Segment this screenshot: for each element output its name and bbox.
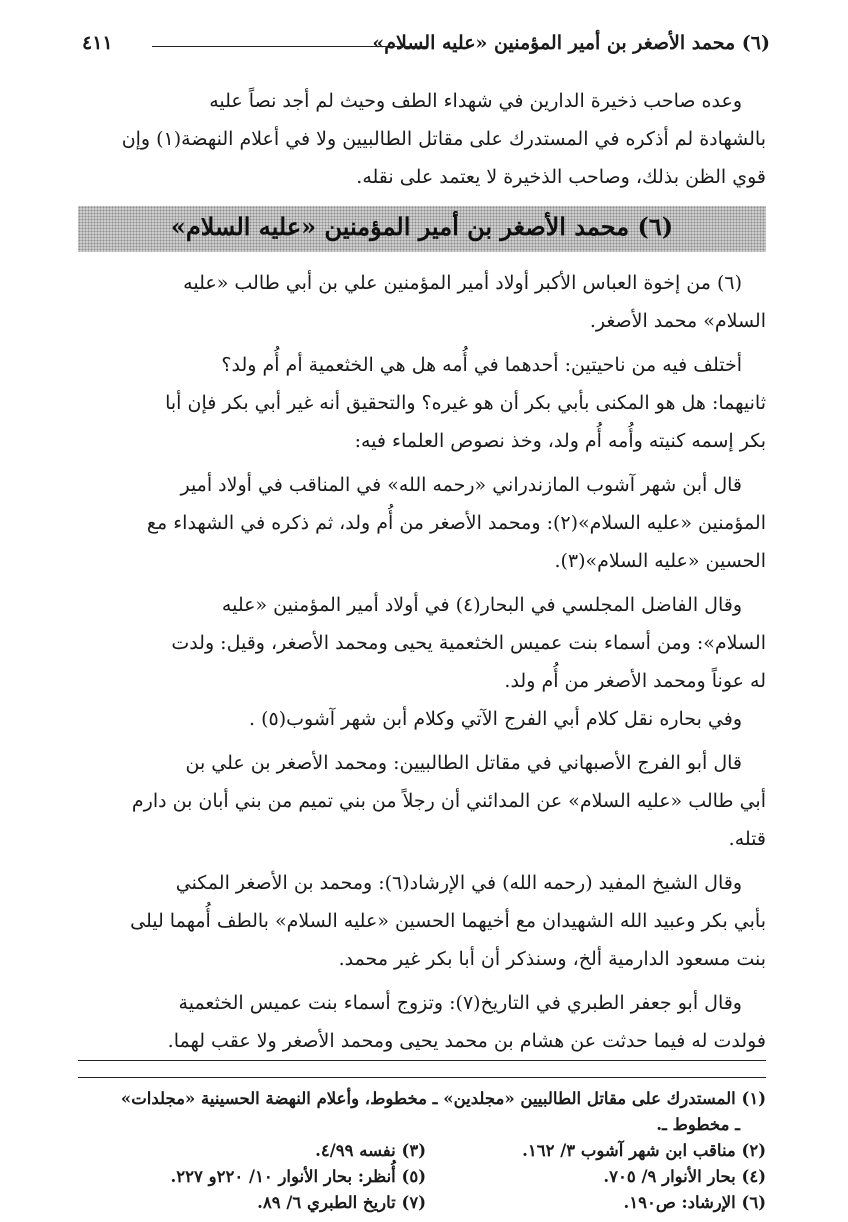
text-line: وفي بحاره نقل كلام أبي الفرج الآتي وكلام أبن شهر آشوب(٥) . bbox=[248, 708, 742, 730]
paragraph bbox=[78, 984, 766, 1061]
text-line: السلام»: ومن أسماء بنت عميس الخثعمية يحيى ومحمد الأصغر، وقيل: ولدت bbox=[171, 632, 766, 654]
footnote-separator bbox=[78, 1077, 766, 1078]
footnote: (٦) الإرشاد: ص١٩٠. bbox=[623, 1193, 766, 1212]
footnotes bbox=[78, 1086, 766, 1216]
text-line: بكر إسمه كنيته وأُمه أُم ولد، وخذ نصوص العلماء فيه: bbox=[354, 430, 766, 452]
text-line: أبي طالب «عليه السلام» عن المدائني أن رجلاً من بني تميم من بني أبان بن دارم bbox=[131, 790, 766, 812]
text-line: قوي الظن بذلك، وصاحب الذخيرة لا يعتمد على نقله. bbox=[356, 166, 766, 188]
text-line: قال أبو الفرج الأصبهاني في مقاتل الطالبيين: ومحمد الأصغر بن علي بن bbox=[185, 752, 742, 774]
header-rule bbox=[152, 46, 428, 47]
text-line: أختلف فيه من ناحيتين: أحدهما في أُمه هل هي الخثعمية أم أُم ولد؟ bbox=[221, 354, 742, 376]
footnote: (٤) بحار الأنوار ٩/ ٧٠٥. bbox=[603, 1167, 766, 1186]
footnote-row bbox=[78, 1164, 766, 1190]
text-line: (٦) من إخوة العباس الأكبر أولاد أمير المؤمنين علي بن أبي طالب «عليه bbox=[183, 272, 742, 294]
paragraph bbox=[78, 466, 766, 580]
text-line: قال أبن شهر آشوب المازندراني «رحمه الله» في المناقب في أولاد أمير bbox=[180, 474, 742, 496]
text-line: بأبي بكر وعبيد الله الشهيدان مع أخيهما الحسين «عليه السلام» بالطف أُمهما ليلى bbox=[130, 910, 766, 932]
section-heading: (٦) محمد الأصغر بن أمير المؤمنين «عليه السلام» bbox=[170, 212, 674, 241]
text-line: ثانيهما: هل هو المكنى بأبي بكر أن هو غيره؟ والتحقيق أنه غير أبي بكر فإن أبا bbox=[165, 392, 766, 414]
text-line: وعده صاحب ذخيرة الدارين في شهداء الطف وحيث لم أجد نصاً عليه bbox=[209, 90, 742, 112]
footnote-continuation: ـ مخطوط ـ. bbox=[656, 1115, 740, 1134]
running-header bbox=[82, 28, 770, 62]
text-line: وقال أبو جعفر الطبري في التاريخ(٧): وتزوج أسماء بنت عميس الخثعمية bbox=[178, 992, 742, 1014]
section-heading-band bbox=[78, 206, 766, 252]
footnote: (٢) مناقب ابن شهر آشوب ٣/ ١٦٢. bbox=[522, 1141, 766, 1160]
footnote: (٧) تاريخ الطبري ٦/ ٨٩. bbox=[257, 1193, 426, 1212]
text-line: له عوناً ومحمد الأصغر من أُم ولد. bbox=[504, 670, 766, 692]
paragraph bbox=[78, 864, 766, 978]
text-line: بنت مسعود الدارمية ألخ، وسنذكر أن أبا بكر غير محمد. bbox=[338, 948, 766, 970]
text-line: المؤمنين «عليه السلام»(٢): ومحمد الأصغر من أُم ولد، ثم ذكره في الشهداء مع bbox=[146, 512, 766, 534]
text-line: وقال الفاضل المجلسي في البحار(٤) في أولاد أمير المؤمنين «عليه bbox=[221, 594, 742, 616]
text-line: وقال الشيخ المفيد (رحمه الله) في الإرشاد(٦): ومحمد بن الأصغر المكني bbox=[175, 872, 742, 894]
footnote-row bbox=[78, 1190, 766, 1216]
running-header-title: (٦) محمد الأصغر بن أمير المؤمنين «عليه السلام» bbox=[372, 32, 770, 54]
text-line: قتله. bbox=[728, 828, 766, 850]
intro-paragraph bbox=[78, 82, 766, 196]
paragraph bbox=[78, 346, 766, 460]
footnote: (٣) نفسه ٤/٩٩. bbox=[315, 1141, 426, 1160]
paragraph bbox=[78, 744, 766, 858]
paragraph bbox=[78, 264, 766, 340]
text-line: فولدت له فيما حدثت عن هشام بن محمد يحيى ومحمد الأصغر ولا عقب لهما. bbox=[78, 1022, 766, 1061]
page-number: ٤١١ bbox=[82, 32, 113, 54]
footnote-row bbox=[78, 1138, 766, 1164]
paragraph bbox=[78, 586, 766, 700]
page-body bbox=[78, 82, 766, 1216]
text-line: بالشهادة لم أذكره في المستدرك على مقاتل الطالبيين ولا في أعلام النهضة(١) وإن bbox=[121, 128, 766, 150]
footnote: (١) المستدرك على مقاتل الطالبيين «مجلدين» ـ مخطوط، وأعلام النهضة الحسينية «مجلدات» bbox=[120, 1089, 766, 1108]
text-line: السلام» محمد الأصغر. bbox=[589, 310, 766, 332]
footnote: (٥) أُنظر: بحار الأنوار ١٠/ ٢٢٠و ٢٢٧. bbox=[170, 1167, 426, 1186]
text-line: الحسين «عليه السلام»(٣). bbox=[554, 550, 766, 572]
paragraph bbox=[78, 700, 766, 738]
